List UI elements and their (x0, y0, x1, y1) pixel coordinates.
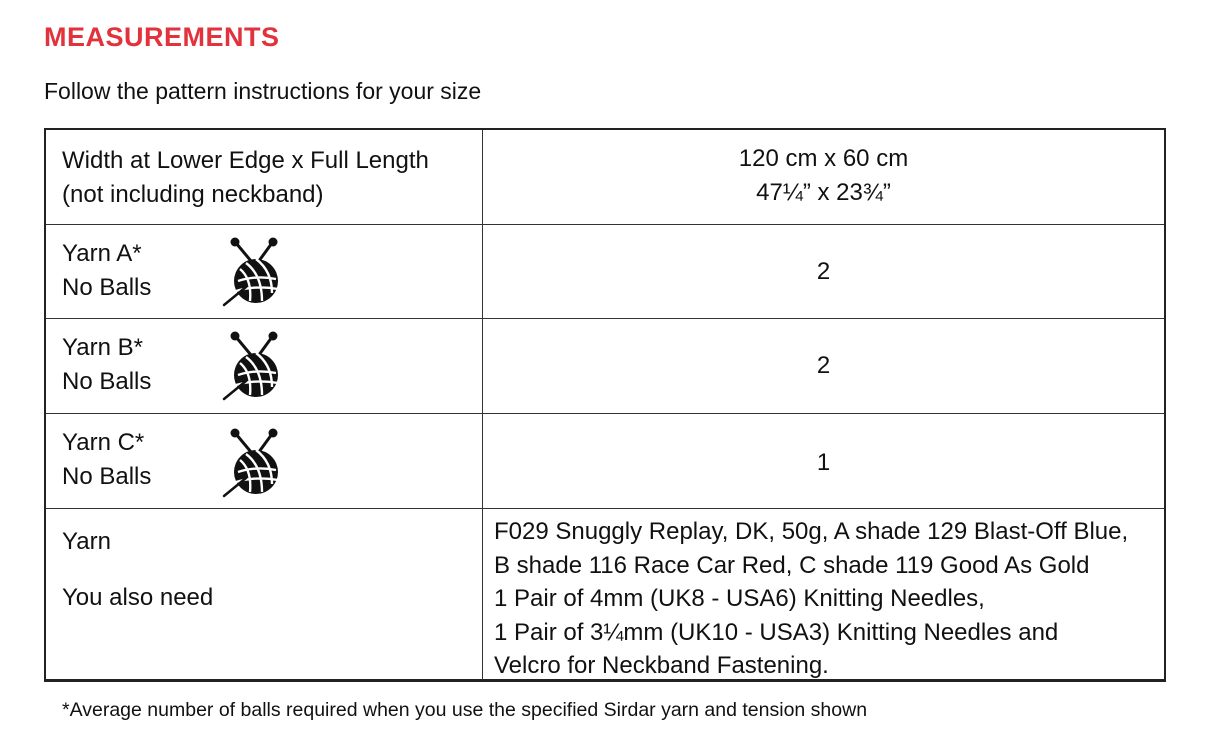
yarn-c-row (46, 413, 1164, 508)
section-heading: MEASUREMENTS (44, 22, 280, 52)
yarn-a-label: Yarn A* (62, 240, 142, 267)
yarn-b-label: Yarn B* (62, 334, 143, 361)
materials-need-label: You also need (62, 584, 214, 611)
size-label-line2: (not including neckband) (62, 181, 324, 208)
yarn-ball-needles-icon (220, 235, 284, 309)
yarn-a-row (46, 224, 1164, 318)
yarn-a-value: 2 (816, 258, 831, 285)
yarn-c-value: 1 (816, 449, 831, 476)
size-value-cm: 120 cm x 60 cm (738, 145, 909, 172)
yarn-c-sublabel: No Balls (62, 463, 152, 490)
size-label-line1: Width at Lower Edge x Full Length (62, 147, 429, 174)
materials-line: B shade 116 Race Car Red, C shade 119 Good As Gold (494, 551, 1090, 579)
materials-line: 1 Pair of 4mm (UK8 - USA6) Knitting Needles, (494, 585, 985, 612)
yarn-ball-needles-icon (220, 329, 284, 403)
size-label (62, 144, 429, 212)
size-value (483, 142, 1164, 210)
yarn-a-sublabel: No Balls (62, 274, 152, 301)
yarn-b-sublabel: No Balls (62, 368, 152, 395)
yarn-c-label: Yarn C* (62, 429, 145, 456)
materials-row (46, 508, 1164, 680)
materials-yarn-label: Yarn (62, 528, 111, 555)
materials-line: 1 Pair of 3¼mm (UK10 - USA3) Knitting Needles and (494, 618, 1059, 646)
yarn-b-row (46, 318, 1164, 413)
size-row (46, 130, 1164, 224)
yarn-b-value: 2 (816, 352, 831, 379)
materials-line: Velcro for Neckband Fastening. (494, 652, 829, 679)
measurements-table (44, 128, 1166, 682)
footnote: *Average number of balls required when you use the specified Sirdar yarn and tension shown (62, 699, 868, 721)
intro-text: Follow the pattern instructions for your size (44, 78, 482, 104)
materials-list (494, 515, 1128, 683)
materials-line: F029 Snuggly Replay, DK, 50g, A shade 129 Blast-Off Blue, (494, 518, 1129, 545)
size-value-in: 47¼” x 23¾” (756, 179, 891, 206)
yarn-ball-needles-icon (220, 426, 284, 500)
